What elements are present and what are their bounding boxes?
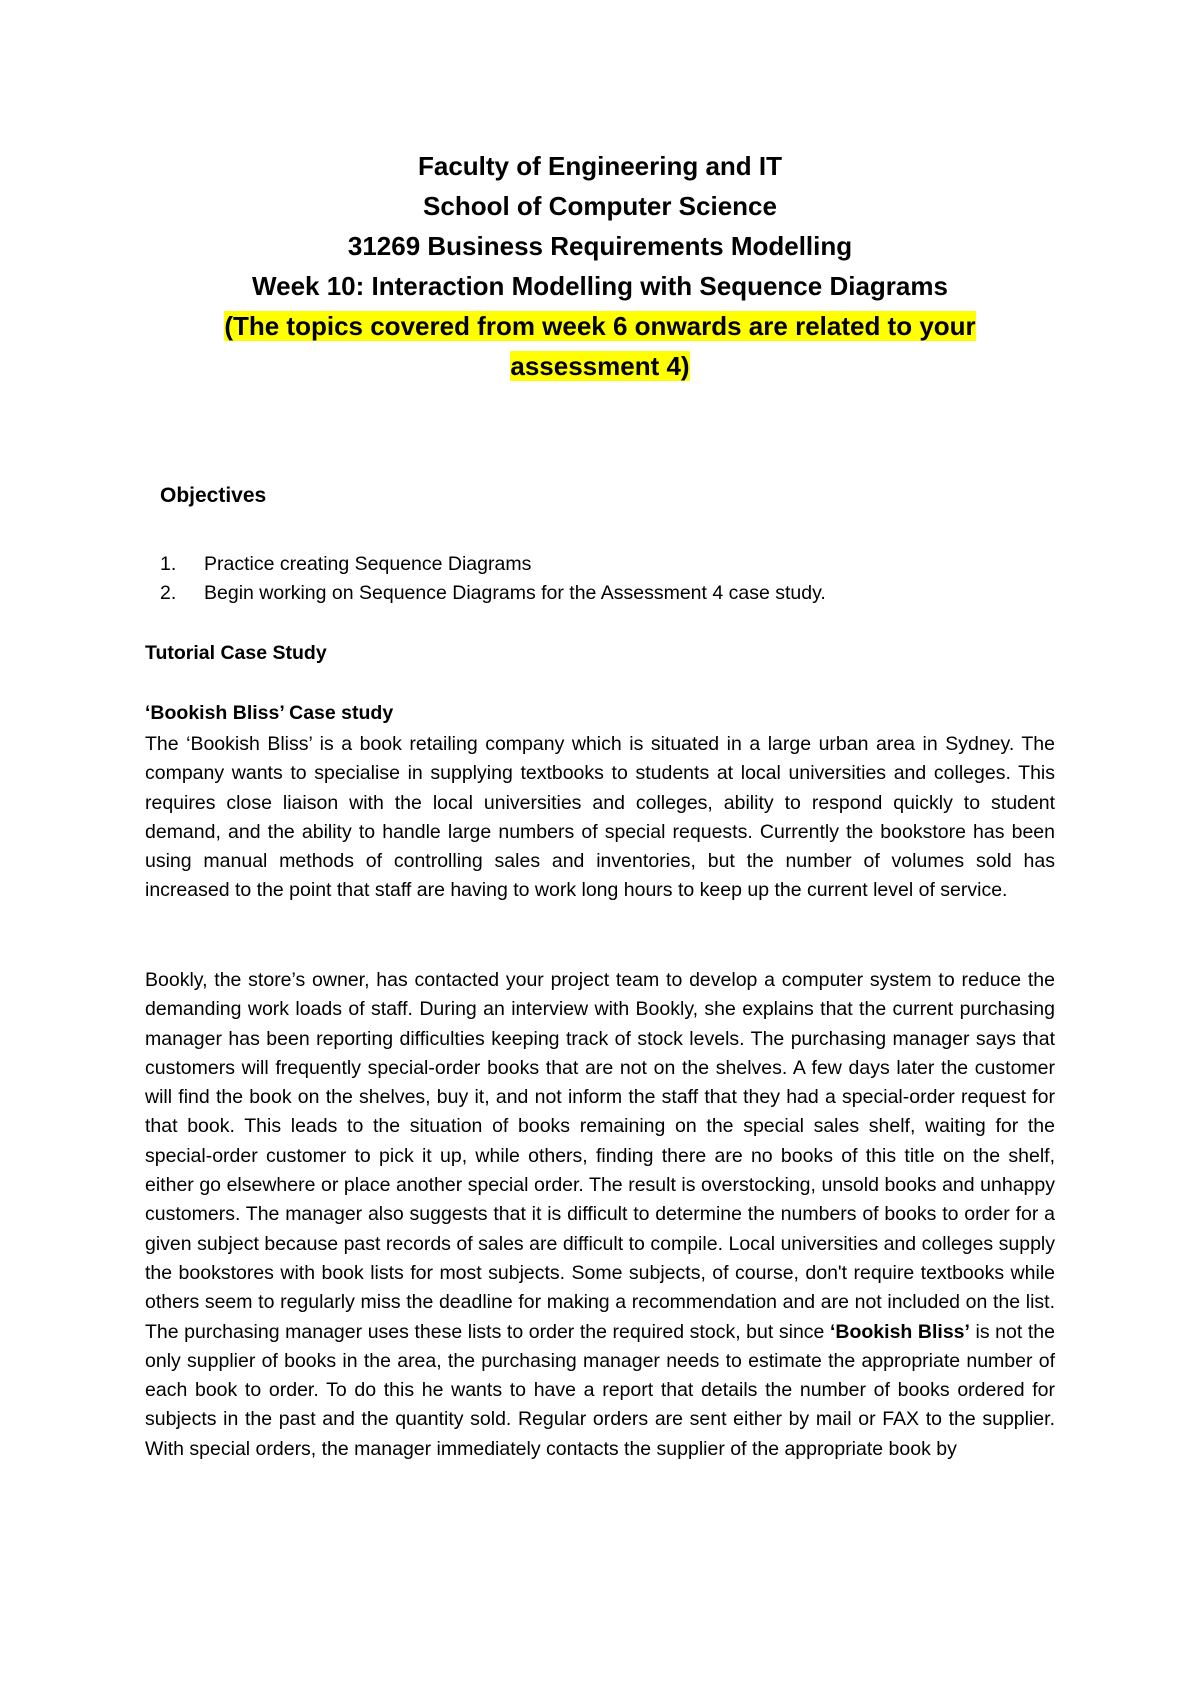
list-item-text: Practice creating Sequence Diagrams xyxy=(204,553,532,575)
faculty-title: Faculty of Engineering and IT xyxy=(417,151,783,181)
list-item-number: 2. xyxy=(160,582,177,604)
objectives-heading: Objectives xyxy=(160,484,267,507)
school-title: School of Computer Science xyxy=(423,191,777,221)
subject-title: 31269 Business Requirements Modelling xyxy=(347,231,853,261)
week-title: Week 10: Interaction Modelling with Sequence Diagrams xyxy=(252,271,948,301)
case-study-title: ‘Bookish Bliss’ Case study xyxy=(145,702,394,724)
assessment-note-highlight: (The topics covered from week 6 onwards are related to your assessment 4) xyxy=(224,311,976,381)
tutorial-heading: Tutorial Case Study xyxy=(145,642,327,664)
case-paragraph-1: The ‘Bookish Bliss’ is a book retailing company which is situated in a large urban area in Sydney. The company wants to specialise in supplying textbooks to students at local universities and colleges. This requires close liaison with the local universities and colleges, ability to respond quickly to student demand, and the ability to handle large numbers of special requests. Currently the bookstore has been using manual methods of controlling sales and inventories, but the number of volumes sold has increased to the point that staff are having to work long hours to keep up the current level of service. xyxy=(145,733,1055,902)
list-item-text: Begin working on Sequence Diagrams for the Assessment 4 case study. xyxy=(204,582,826,604)
list-item xyxy=(160,550,826,579)
document-header xyxy=(0,146,1200,386)
objectives-list xyxy=(160,550,826,608)
list-item xyxy=(160,579,826,608)
list-item-number: 1. xyxy=(160,553,177,575)
case-paragraph-2-part1: Bookly, the store’s owner, has contacted your project team to develop a computer system to reduce the demanding work loads of staff. During an interview with Bookly, she explains that the current purchasing manager has been reporting difficulties keeping track of stock levels. The purchasing manager says that customers will frequently special-order books that are not on the shelves. A few days later the customer will find the book on the shelves, buy it, and not inform the staff that they had a special-order request for that book. This leads to the situation of books remaining on the special sales shelf, waiting for the special-order customer to pick it up, while others, finding there are no books of this title on the shelf, either go elsewhere or place another special order. The result is overstocking, unsold books and unhappy customers. The manager also suggests that it is difficult to determine the numbers of books to order for a given subject because past records of sales are difficult to compile. Local universities and colleges supply the bookstores with book lists for most subjects. Some subjects, of course, don't require textbooks while others seem to regularly miss the deadline for making a recommendation and are not included on the list. The purchasing manager uses these lists to order the required stock, but since xyxy=(145,969,1055,1343)
assessment-note xyxy=(170,306,1030,386)
case-paragraph-2-part2: is not the only supplier of books in the area, the purchasing manager needs to estimate the appropriate number of each book to order. To do this he wants to have a report that details the number of books ordered for subjects in the past and the quantity sold. Regular orders are sent either by mail or FAX to the supplier. With special orders, the manager immediately contacts the supplier of the appropriate book by xyxy=(145,1320,1055,1460)
case-paragraph-2 xyxy=(145,966,1055,1464)
company-name-bold: ‘Bookish Bliss’ xyxy=(829,1320,970,1343)
